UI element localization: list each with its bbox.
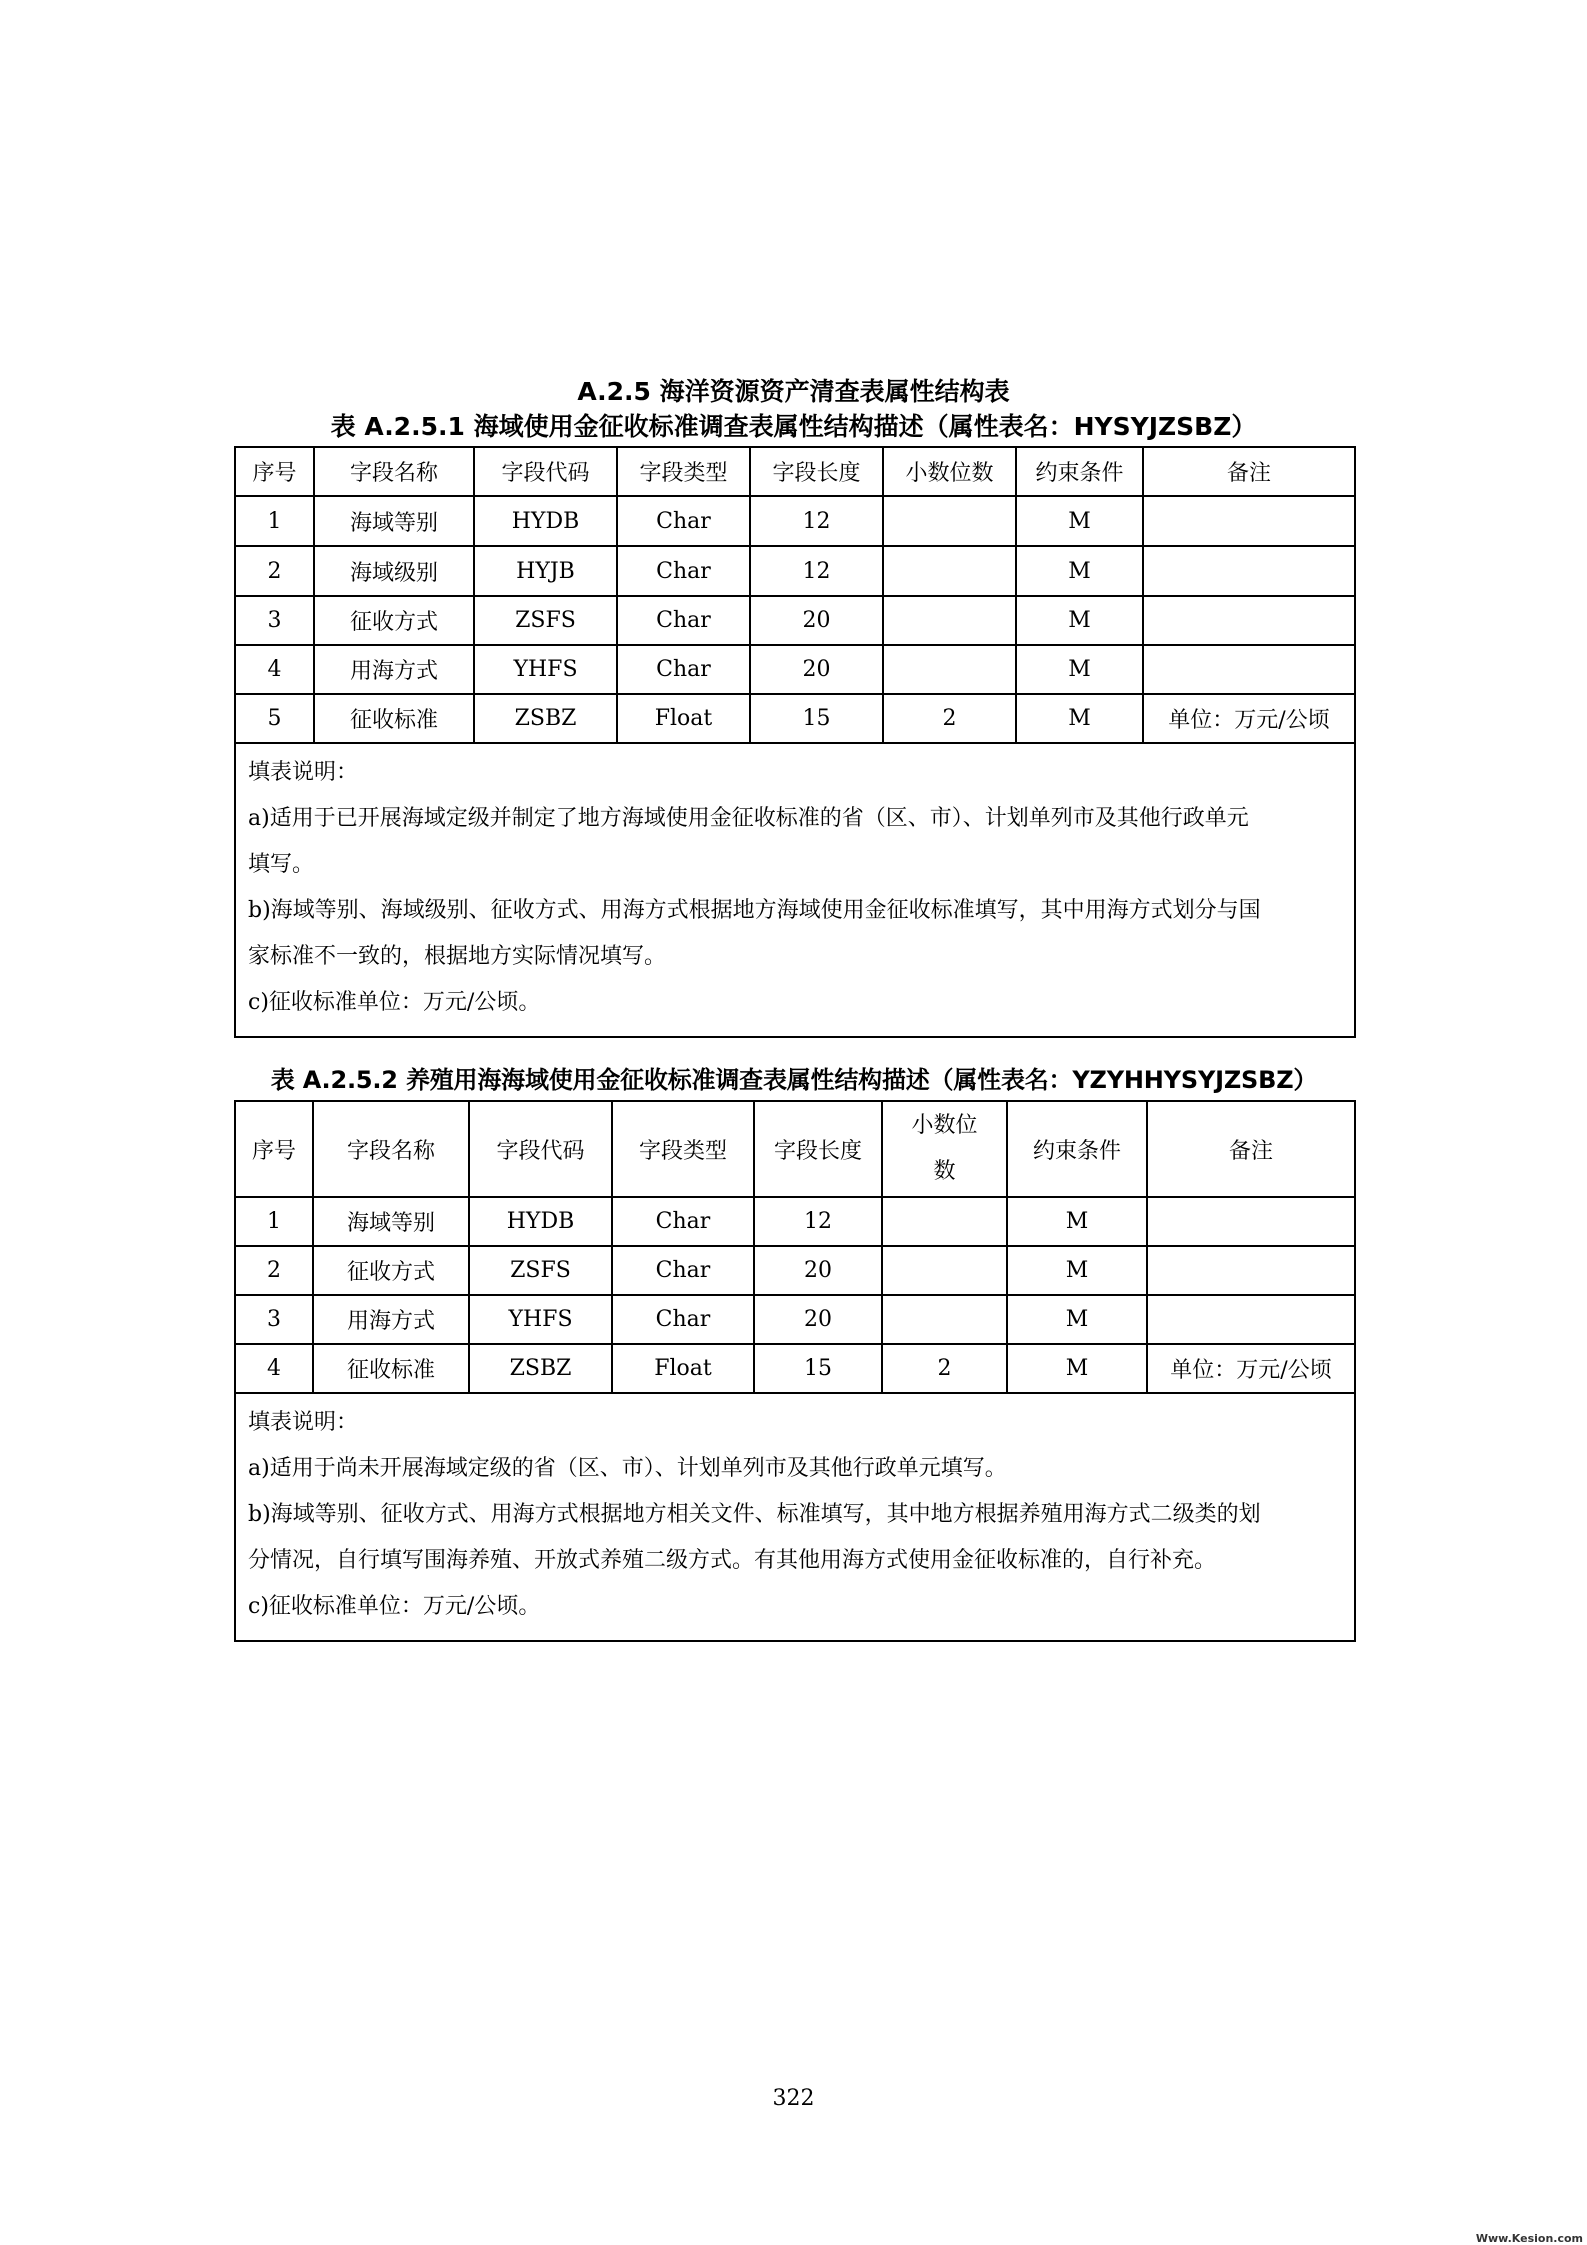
table-cell: 2 [235, 1246, 313, 1295]
table2 [234, 1100, 1356, 1642]
table-cell: YHFS [474, 645, 617, 694]
table-cell [883, 596, 1016, 645]
header-line: 数 [933, 1159, 956, 1184]
note-line: c)征收标准单位：万元/公顷。 [248, 990, 541, 1015]
t2-header-cell: 字段名称 [313, 1101, 469, 1197]
table-cell: ZSBZ [469, 1344, 612, 1393]
t1-header-cell: 小数位数 [883, 447, 1016, 496]
table-cell: 单位：万元/公顷 [1143, 694, 1355, 743]
table-cell: Char [617, 596, 750, 645]
table-cell [1147, 1295, 1355, 1344]
table-row [235, 645, 1355, 694]
table-cell [1143, 496, 1355, 546]
table-cell: Char [617, 546, 750, 596]
table-cell [1147, 1197, 1355, 1246]
table2-notes [235, 1393, 1355, 1641]
table-cell: M [1016, 694, 1143, 743]
table-cell: YHFS [469, 1295, 612, 1344]
table-cell: 4 [235, 645, 314, 694]
table-cell: 3 [235, 1295, 313, 1344]
table1-notes-row [235, 743, 1355, 1037]
t1-header-cell: 字段代码 [474, 447, 617, 496]
table-cell: M [1007, 1197, 1147, 1246]
table-cell: 海域级别 [314, 546, 474, 596]
table-cell: 用海方式 [313, 1295, 469, 1344]
note-line: a)适用于尚未开展海域定级的省（区、市）、计划单列市及其他行政单元填写。 [248, 1456, 1007, 1481]
note-line: c)征收标准单位：万元/公顷。 [248, 1594, 541, 1619]
table-cell: 2 [235, 546, 314, 596]
table-row [235, 496, 1355, 546]
table-cell: M [1007, 1246, 1147, 1295]
table-cell: M [1016, 645, 1143, 694]
table-cell: Char [612, 1295, 754, 1344]
table-cell: 征收方式 [314, 596, 474, 645]
table-cell: 海域等别 [313, 1197, 469, 1246]
table-cell [1147, 1246, 1355, 1295]
table-cell: ZSBZ [474, 694, 617, 743]
table-cell: 海域等别 [314, 496, 474, 546]
table-cell: 2 [883, 694, 1016, 743]
table-cell: 3 [235, 596, 314, 645]
t1-header-cell: 字段类型 [617, 447, 750, 496]
table-cell: 单位：万元/公顷 [1147, 1344, 1355, 1393]
table-cell [1143, 546, 1355, 596]
table1-header-row [235, 447, 1355, 496]
table-cell [883, 645, 1016, 694]
table-cell: 5 [235, 694, 314, 743]
table-cell: M [1007, 1295, 1147, 1344]
table-cell: 征收方式 [313, 1246, 469, 1295]
section-title: A.2.5 海洋资源资产清查表属性结构表 [577, 377, 1010, 406]
table-cell: M [1016, 546, 1143, 596]
note-line: a)适用于已开展海域定级并制定了地方海域使用金征收标准的省（区、市）、计划单列市及其他行政单元 [248, 806, 1249, 831]
table-cell: 征收标准 [314, 694, 474, 743]
t2-header-cell-decimal [882, 1101, 1007, 1197]
table-cell: 2 [882, 1344, 1007, 1393]
table1-notes [235, 743, 1355, 1037]
t2-header-cell: 字段类型 [612, 1101, 754, 1197]
table-cell [883, 496, 1016, 546]
table-cell: ZSFS [469, 1246, 612, 1295]
table-cell: Char [617, 496, 750, 546]
t1-header-cell: 约束条件 [1016, 447, 1143, 496]
table-row [235, 546, 1355, 596]
note-line: 填写。 [248, 852, 315, 877]
table-cell: 1 [235, 496, 314, 546]
table-cell: HYJB [474, 546, 617, 596]
table-cell: 1 [235, 1197, 313, 1246]
table-row [235, 596, 1355, 645]
note-line: 家标准不一致的，根据地方实际情况填写。 [248, 944, 667, 969]
note-line: b)海域等别、征收方式、用海方式根据地方相关文件、标准填写，其中地方根据养殖用海方式二级类的划 [248, 1502, 1261, 1527]
table-cell: HYDB [474, 496, 617, 546]
table-cell: Char [612, 1246, 754, 1295]
header-line: 小数位 [911, 1113, 978, 1138]
table1-caption: 表 A.2.5.1 海域使用金征收标准调查表属性结构描述（属性表名：HYSYJZSBZ） [330, 412, 1257, 441]
table-cell: Char [612, 1197, 754, 1246]
page-number: 322 [772, 2086, 815, 2111]
t2-header-cell: 备注 [1147, 1101, 1355, 1197]
table-cell [882, 1295, 1007, 1344]
table-cell: 20 [754, 1246, 882, 1295]
table1 [234, 446, 1356, 1038]
table-row [235, 1246, 1355, 1295]
table-cell: Char [617, 645, 750, 694]
table-cell: 15 [750, 694, 883, 743]
table2-notes-row [235, 1393, 1355, 1641]
t1-header-cell: 备注 [1143, 447, 1355, 496]
table-cell: 12 [754, 1197, 882, 1246]
table-cell [883, 546, 1016, 596]
note-heading: 填表说明： [248, 760, 359, 785]
t2-header-cell: 字段代码 [469, 1101, 612, 1197]
t2-header-cell: 约束条件 [1007, 1101, 1147, 1197]
t2-header-cell: 序号 [235, 1101, 313, 1197]
table-cell: 用海方式 [314, 645, 474, 694]
table-cell: 20 [754, 1295, 882, 1344]
note-line: b)海域等别、海域级别、征收方式、用海方式根据地方海域使用金征收标准填写，其中用海方式划分与国 [248, 898, 1261, 923]
table-cell: M [1016, 496, 1143, 546]
table-cell: 4 [235, 1344, 313, 1393]
table2-header-row [235, 1101, 1355, 1197]
table-cell: Float [612, 1344, 754, 1393]
table-row [235, 694, 1355, 743]
table-cell: 征收标准 [313, 1344, 469, 1393]
table-cell: HYDB [469, 1197, 612, 1246]
table-cell [882, 1246, 1007, 1295]
table-cell: 20 [750, 596, 883, 645]
table-cell: 12 [750, 546, 883, 596]
t1-header-cell: 字段长度 [750, 447, 883, 496]
table-cell: 20 [750, 645, 883, 694]
t1-header-cell: 序号 [235, 447, 314, 496]
table-cell: ZSFS [474, 596, 617, 645]
table-row [235, 1197, 1355, 1246]
t1-header-cell: 字段名称 [314, 447, 474, 496]
note-line: 分情况，自行填写围海养殖、开放式养殖二级方式。有其他用海方式使用金征收标准的，自行补充。 [248, 1548, 1217, 1573]
table-cell: M [1016, 596, 1143, 645]
table-cell [1143, 596, 1355, 645]
table-cell [1143, 645, 1355, 694]
table-row [235, 1295, 1355, 1344]
table-cell: 12 [750, 496, 883, 546]
t2-header-cell: 字段长度 [754, 1101, 882, 1197]
table-row [235, 1344, 1355, 1393]
table-cell: Float [617, 694, 750, 743]
table-cell: 15 [754, 1344, 882, 1393]
table2-caption: 表 A.2.5.2 养殖用海海域使用金征收标准调查表属性结构描述（属性表名：YZYHHYSYJZSBZ） [270, 1066, 1318, 1094]
table-cell [882, 1197, 1007, 1246]
note-heading: 填表说明： [248, 1410, 359, 1435]
watermark: Www.Kesion.com [1475, 2232, 1583, 2245]
table-cell: M [1007, 1344, 1147, 1393]
